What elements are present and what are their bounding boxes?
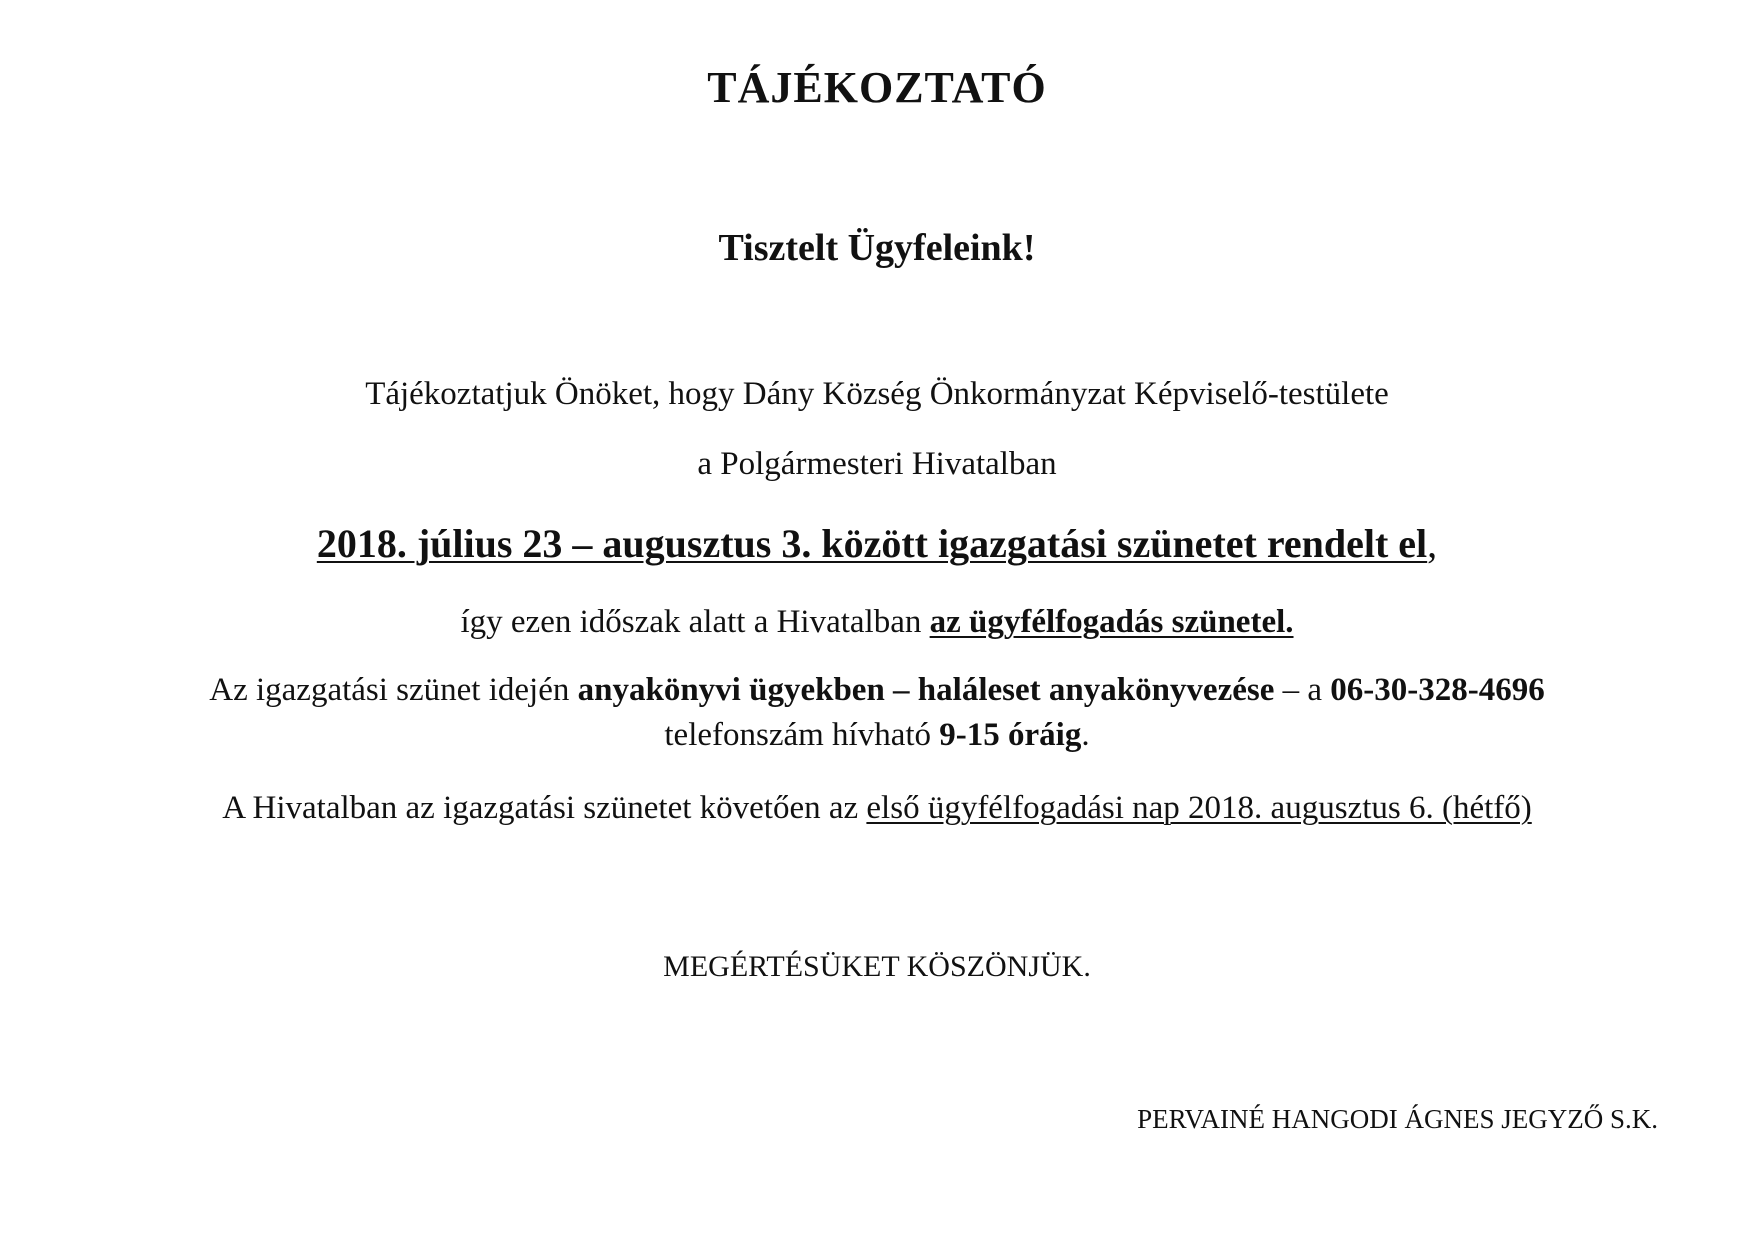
phone-hours-period: . bbox=[1081, 717, 1090, 753]
phone-hours-value: 9-15 óráig bbox=[939, 717, 1082, 753]
reception-suspended-prefix: így ezen időszak alatt a Hivatalban bbox=[460, 604, 930, 640]
office-line: a Polgármesteri Hivatalban bbox=[697, 446, 1057, 482]
reception-suspended-line bbox=[0, 604, 1754, 641]
phone-hours-prefix: telefonszám hívható bbox=[664, 717, 940, 753]
thanks-line: MEGÉRTÉSÜKET KÖSZÖNJÜK. bbox=[663, 950, 1091, 983]
registry-contact-line bbox=[0, 672, 1754, 709]
registry-contact-joiner: – a bbox=[1274, 672, 1331, 708]
phone-number: 06-30-328-4696 bbox=[1330, 672, 1545, 708]
closure-period-line bbox=[0, 520, 1754, 567]
signature: PERVAINÉ HANGODI ÁGNES JEGYZŐ S.K. bbox=[1137, 1104, 1658, 1134]
registry-contact-prefix: Az igazgatási szünet idején bbox=[209, 672, 578, 708]
closure-period-comma: , bbox=[1427, 521, 1438, 566]
first-reception-day-prefix: A Hivatalban az igazgatási szünetet követően az bbox=[222, 790, 867, 826]
greeting: Tisztelt Ügyfeleink! bbox=[718, 227, 1036, 269]
phone-hours-line bbox=[0, 717, 1754, 754]
document-title: TÁJÉKOZTATÓ bbox=[707, 63, 1047, 112]
first-reception-day-line bbox=[0, 790, 1754, 827]
registry-matter-text: anyakönyvi ügyekben – haláleset anyakönyvezése bbox=[577, 672, 1275, 708]
closure-period-text: 2018. július 23 – augusztus 3. között igazgatási szünetet rendelt el bbox=[316, 521, 1428, 566]
reception-suspended-text: az ügyfélfogadás szünetel. bbox=[929, 604, 1294, 640]
first-reception-day-date: első ügyfélfogadási nap 2018. augusztus 6. (hétfő) bbox=[866, 790, 1532, 826]
intro-line: Tájékoztatjuk Önöket, hogy Dány Község Önkormányzat Képviselő-testülete bbox=[365, 376, 1389, 412]
